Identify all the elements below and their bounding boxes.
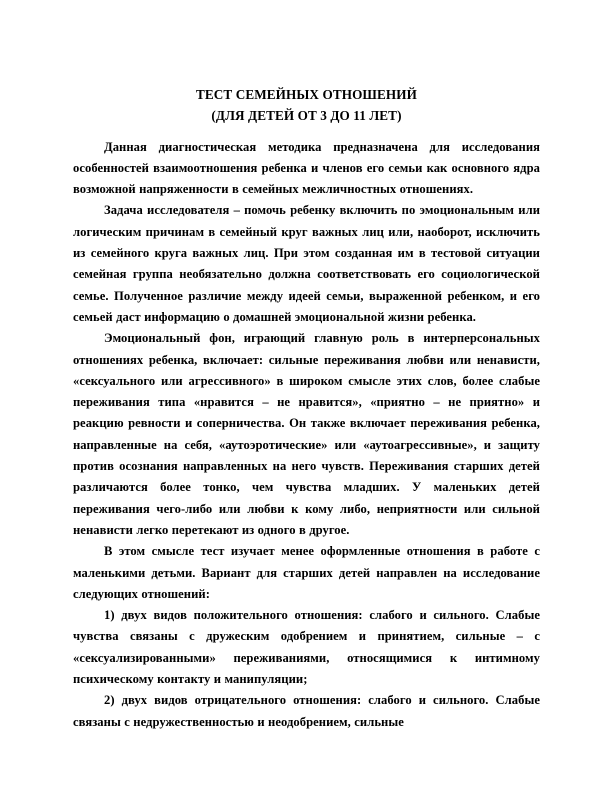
page-title-line-2: (ДЛЯ ДЕТЕЙ ОТ 3 ДО 11 ЛЕТ) (211, 108, 402, 124)
paragraph-researcher-task: Задача исследователя – помочь ребенку включить по эмоциональным или логическим причинам в семейный круг важных лиц или, наоборот, исключить из семейного круга важных лиц. При этом созданная им в тестовой ситуации семейная группа необязательно должна соответствовать его социологической семье. Полученное различие между идеей семьи, выраженной ребенком, и его семьей даст информацию о домашней эмоциональной жизни ребенка. (73, 203, 540, 324)
page-title (73, 84, 540, 127)
page-content (73, 84, 540, 733)
page-title-line-1: ТЕСТ СЕМЕЙНЫХ ОТНОШЕНИЙ (196, 87, 417, 102)
paragraph-test-scope: В этом смысле тест изучает менее оформленные отношения в работе с маленькими детьми. Вариант для старших детей направлен на исследование следующих отношений: (73, 544, 540, 601)
list-item-positive-attitude: 1) двух видов положительного отношения: слабого и сильного. Слабые чувства связаны с дружеским одобрением и принятием, сильные – с «сексуализированными» переживаниями, относящимися к интимному психическому контакту и манипуляции; (73, 608, 540, 687)
list-item-negative-attitude: 2) двух видов отрицательного отношения: слабого и сильного. Слабые связаны с недружественностью и неодобрением, сильные (73, 693, 540, 729)
paragraph-intro: Данная диагностическая методика предназначена для исследования особенностей взаимоотношения ребенка и членов его семьи как основного ядра возможной напряженности в семейных межличностных отношениях. (73, 139, 540, 197)
body-text (73, 137, 540, 733)
paragraph-emotional-background: Эмоциональный фон, играющий главную роль в интерперсональных отношениях ребенка, включает: сильные переживания любви или ненависти, «сексуального или агрессивного» в широком смысле этих слов, более слабые переживания типа «нравится – не нравится», «приятно – не приятно» и реакцию ревности и соперничества. Он также включает переживания ребенка, направленные на себя, «аутоэротические» или «аутоагрессивные», и защиту против осознания направленных на него чувств. Переживания старших детей различаются более тонко, чем чувства младших. У маленьких детей переживания чего-либо или любви к кому либо, неприятности или сильной ненависти легко перетекают из одного в другое. (73, 331, 540, 537)
